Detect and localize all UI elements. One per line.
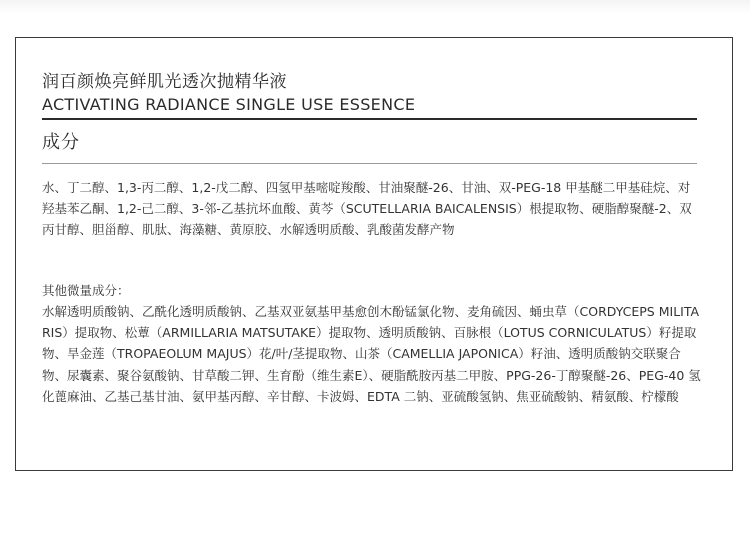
title-divider: [42, 118, 697, 120]
product-name-cn: 润百颜焕亮鲜肌光透次抛精华液: [42, 72, 287, 92]
section-divider: [42, 163, 697, 164]
ingredient-list-main: 水、丁二醇、1,3-丙二醇、1,2-戊二醇、四氢甲基嘧啶羧酸、甘油聚醚-26、甘油、双-PEG-18 甲基醚二甲基硅烷、对羟基苯乙酮、1,2-己二醇、3-邻-乙基抗坏血酸、黄芩（SCUTELLARIA BAICALENSIS）根提取物、硬脂醇聚醚-2、双丙甘醇、胆甾醇、肌肽、海藻糖、黄原胶、水解透明质酸、乳酸菌发酵产物: [42, 180, 692, 237]
ingredient-card: [15, 37, 733, 471]
section-title: 成分: [42, 132, 80, 153]
product-name-en: ACTIVATING RADIANCE SINGLE USE ESSENCE: [42, 95, 416, 114]
top-fade-strip: [0, 0, 750, 14]
trace-ingredients-heading: 其他微量成分：: [42, 283, 130, 298]
ingredient-list-trace: 水解透明质酸钠、乙酰化透明质酸钠、乙基双亚氨基甲基愈创木酚锰氯化物、麦角硫因、蛹虫草（CORDYCEPS MILITARIS）提取物、松蕈（ARMILLARIA MATSUTAKE）提取物、透明质酸钠、百脉根（LOTUS CORNICULATUS）籽提取物、旱金莲（TROPAEOLUM MAJUS）花/叶/茎提取物、山茶（CAMELLIA JAPONICA）籽油、透明质酸钠交联聚合物、尿囊素、聚谷氨酸钠、甘草酸二钾、生育酚（维生素E）、硬脂酰胺丙基二甲胺、PPG-26-丁醇聚醚-26、PEG-40 氢化蓖麻油、乙基己基甘油、氨甲基丙醇、辛甘醇、卡波姆、EDTA 二钠、亚硫酸氢钠、焦亚硫酸钠、精氨酸、柠檬酸: [42, 304, 701, 404]
